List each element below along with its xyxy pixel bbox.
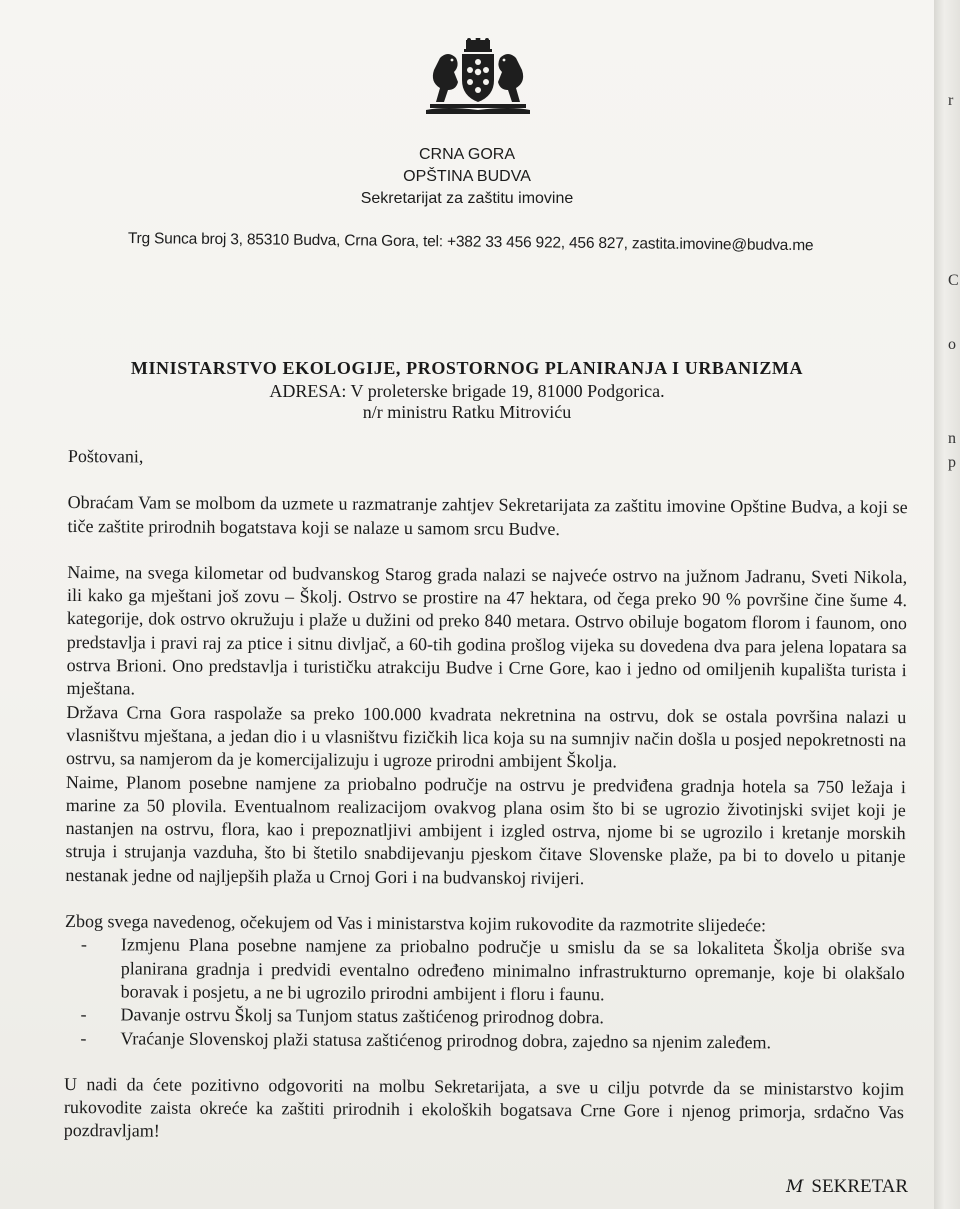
- signature-block: [786, 1176, 908, 1198]
- paragraph-island: Naime, na svega kilometar od budvanskog Starog grada nalazi se najveće ostrvo na južnom Jadranu, Sveti Nikola, ili kako ga mještani još zovu – Školj. Ostrvo se prostire na 47 hektara, od čega preko 90 % površine čine šume 4. kategorije, dok ostrvo okružuju i plaže u dužini od preko 840 metara. Ostrvo obiluje bogatom florom i faunom, ono predstavlja i pravi raj za ptice i sitnu divljač, a 60-tih godina prošlog vijeka su dovedena dva para jelena lopatara sa ostrva Brioni. Ono predstavlja i turističku atrakciju Budve i Crne Gore, kao i jedno od omiljenih kupališta turista i mještana.: [66, 561, 908, 699]
- recipient-attention: n/r ministru Ratku Mitroviću: [362, 402, 572, 422]
- edge-fragment: C: [948, 272, 959, 289]
- list-marker: -: [80, 934, 88, 955]
- recipient-address: ADRESA: V proleterske brigade 19, 81000 Podgorica.: [269, 381, 665, 401]
- signature-title: SEKRETAR: [811, 1176, 909, 1197]
- list-marker: -: [80, 1027, 87, 1048]
- letterhead-address: Trg Sunca broj 3, 85310 Budva, Crna Gora, tel: +382 33 456 922, 456 827, zastita.imovine@budva.me: [127, 230, 814, 255]
- paragraph-requests-intro: Zbog svega navedenog, očekujem od Vas i ministarstva kojim rukovodite da razmotrite slijedeće:: [65, 911, 767, 936]
- list-item: [80, 1027, 904, 1055]
- list-marker: -: [80, 1004, 87, 1025]
- recipient-ministry: MINISTARSTVO EKOLOGIJE, PROSTORNOG PLANIRANJA I URBANIZMA: [130, 358, 804, 378]
- signature-mark: M: [786, 1177, 804, 1197]
- edge-fragment: r: [948, 92, 954, 109]
- request-text: Davanje ostrvu Školj sa Tunjom status zaštićenog prirodnog dobra.: [120, 1004, 605, 1028]
- edge-fragment: n: [948, 430, 956, 447]
- requests-list: [64, 933, 905, 1055]
- underlying-page-edge: [934, 0, 960, 1209]
- paragraph-closing: U nadi da ćete pozitivno odgovoriti na molbu Sekretarijata, a sve u cilju potvrde da se ministarstvo kojim rukovodite zaista okreće ka zaštiti prirodnih i ekoloških bogatsava Crne Gore i njenog primorja, srdačno Vas pozdravljam!: [63, 1073, 905, 1141]
- letterhead-municipality: OPŠTINA BUDVA: [403, 168, 531, 185]
- request-text: Vraćanje Slovenskoj plaži statusa zaštićenog prirodnog dobra, zajedno sa njenim zaleđem.: [120, 1027, 772, 1052]
- letterhead-department: Sekretarijat za zaštitu imovine: [360, 190, 574, 207]
- request-text: Izmjenu Plana posebne namjene za priobalno područje u smislu da se sa lokaliteta Školja obriše sva planirana gradnja i predvidi eventalno određeno minimalno infrastrukturno opremanje, koje bi olakšalo boravak i posjetu, a ne bi ugrozilo prirodni ambijent i floru i faunu.: [120, 934, 905, 1005]
- greeting: Poštovani,: [67, 445, 144, 467]
- letterhead-country: CRNA GORA: [418, 146, 515, 163]
- letter-body: [64, 445, 908, 1148]
- paragraph-intro: Obraćam Vam se molbom da uzmete u razmatranje zahtjev Sekretarijata za zaštitu imovine Opštine Budva, a koji se tiče zaštite prirodnih bogatstava koji se nalaze u samom srcu Budve.: [67, 492, 908, 539]
- edge-fragment: p: [948, 454, 956, 471]
- list-item: [81, 933, 905, 1008]
- edge-fragment: o: [948, 336, 956, 353]
- coat-of-arms-icon: [422, 38, 534, 118]
- paragraph-plan: Naime, Planom posebne namjene za priobalno područje na ostrvu je predviđena gradnja hotela sa 750 ležaja i marine za 50 plovila. Eventualnom realizacijom ovakvog plana osim što bi se ugrozio životinjski svijet koji je nastanjen na ostrvu, flora, kao i prepoznatljivi ambijent i izgled ostrva, njome bi se ugrozilo i kretanje morskih struja i strujanja vazduha, što bi štetilo snabdijevanju pjeskom čitave Slovenske plaže, pa bi to dovelo u pitanje nestanak jedne od najljepših plaža u Crnoj Gori i na budvanskoj rivijeri.: [65, 771, 906, 888]
- paragraph-ownership: Država Crna Gora raspolaže sa preko 100.000 kvadrata nekretnina na ostrvu, dok se ostala površina nalazi u vlasništvu mještana, a jedan dio i u vlasništvu fizičkih lica koja su na sumnjiv način došla u posjed nepokretnosti na ostrvu, sa namjerom da je komercijalizuju i ugroze prirodni ambijent Školja.: [66, 701, 907, 772]
